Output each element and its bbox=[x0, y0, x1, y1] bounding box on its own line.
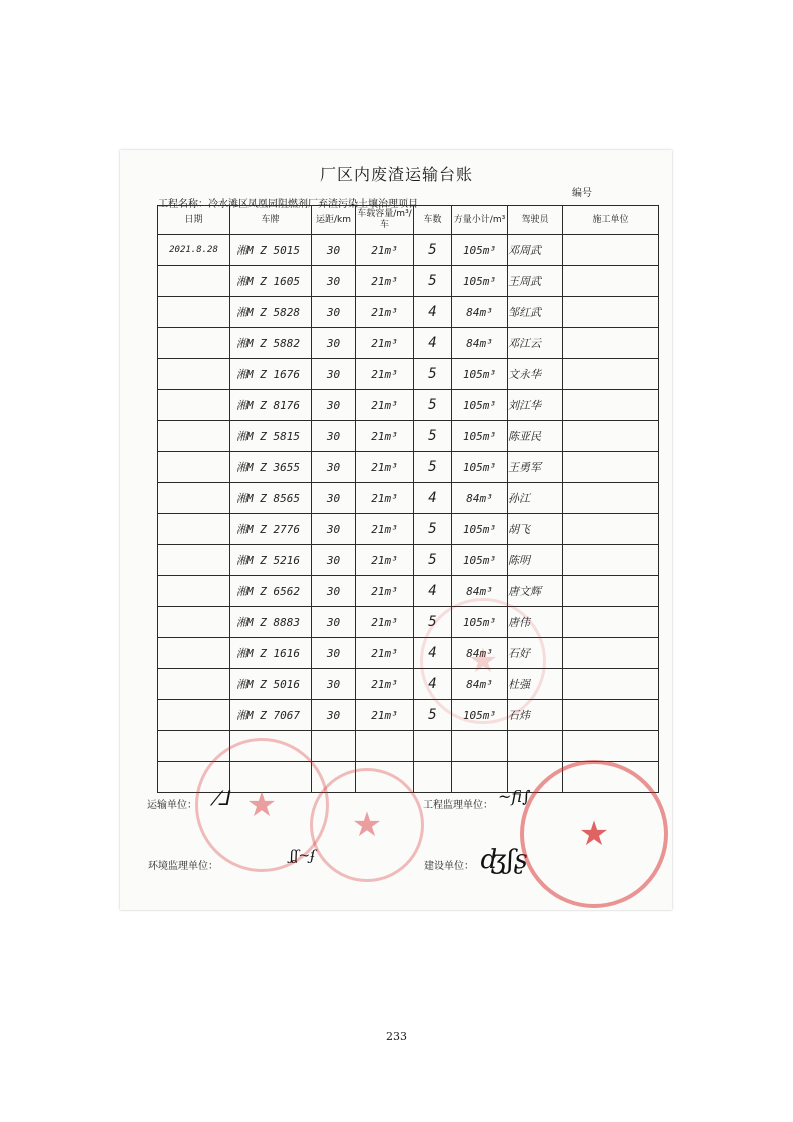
table-row bbox=[158, 235, 659, 266]
supervision-unit-label: 工程监理单位： bbox=[423, 800, 493, 811]
row-trips bbox=[414, 731, 452, 762]
row-distance: 30 bbox=[312, 328, 356, 359]
row-unit bbox=[563, 297, 659, 328]
row-volume: 105m³ bbox=[452, 545, 508, 576]
row-date: 2021.8.28 bbox=[158, 235, 230, 266]
row-volume bbox=[452, 731, 508, 762]
row-date bbox=[158, 545, 230, 576]
row-volume: 84m³ bbox=[452, 297, 508, 328]
faint-seal bbox=[420, 598, 546, 724]
row-date bbox=[158, 297, 230, 328]
table-row bbox=[158, 266, 659, 297]
row-driver: 陈明 bbox=[508, 545, 563, 576]
row-unit bbox=[563, 576, 659, 607]
row-plate: 湘M Z 5016 bbox=[230, 669, 312, 700]
row-distance: 30 bbox=[312, 669, 356, 700]
row-capacity: 21m³ bbox=[356, 483, 414, 514]
row-unit bbox=[563, 638, 659, 669]
row-unit bbox=[563, 669, 659, 700]
row-trips: 4 bbox=[414, 483, 452, 514]
row-plate: 湘M Z 5216 bbox=[230, 545, 312, 576]
row-distance: 30 bbox=[312, 266, 356, 297]
row-unit bbox=[563, 514, 659, 545]
row-volume: 105m³ bbox=[452, 607, 508, 638]
col-capacity: 车载容量/m³/车 bbox=[356, 206, 414, 235]
row-date bbox=[158, 359, 230, 390]
environment-signature: ʃʆ~ʄ bbox=[290, 848, 316, 864]
row-trips: 5 bbox=[414, 545, 452, 576]
environment-supervision-seal bbox=[310, 768, 424, 882]
row-plate: 湘M Z 8565 bbox=[230, 483, 312, 514]
row-driver: 唐伟 bbox=[508, 607, 563, 638]
row-volume: 84m³ bbox=[452, 328, 508, 359]
row-date bbox=[158, 576, 230, 607]
row-volume: 105m³ bbox=[452, 390, 508, 421]
environment-unit-label: 环境监理单位： bbox=[148, 861, 218, 872]
row-trips: 5 bbox=[414, 452, 452, 483]
row-volume: 105m³ bbox=[452, 266, 508, 297]
row-distance: 30 bbox=[312, 297, 356, 328]
row-unit bbox=[563, 421, 659, 452]
row-trips: 5 bbox=[414, 359, 452, 390]
table-row bbox=[158, 700, 659, 731]
row-distance: 30 bbox=[312, 576, 356, 607]
row-plate: 湘M Z 1676 bbox=[230, 359, 312, 390]
row-distance bbox=[312, 731, 356, 762]
row-driver: 王勇军 bbox=[508, 452, 563, 483]
row-distance: 30 bbox=[312, 607, 356, 638]
row-driver: 邓江云 bbox=[508, 328, 563, 359]
row-capacity: 21m³ bbox=[356, 452, 414, 483]
row-date bbox=[158, 266, 230, 297]
table-header-row bbox=[158, 206, 659, 235]
row-distance: 30 bbox=[312, 700, 356, 731]
row-volume: 84m³ bbox=[452, 576, 508, 607]
row-date bbox=[158, 421, 230, 452]
col-plate: 车牌 bbox=[230, 206, 312, 235]
row-driver: 邹红武 bbox=[508, 297, 563, 328]
row-distance: 30 bbox=[312, 545, 356, 576]
row-trips: 5 bbox=[414, 266, 452, 297]
table-row bbox=[158, 483, 659, 514]
row-plate: 湘M Z 7067 bbox=[230, 700, 312, 731]
row-plate: 湘M Z 5015 bbox=[230, 235, 312, 266]
row-capacity: 21m³ bbox=[356, 328, 414, 359]
table-row bbox=[158, 359, 659, 390]
row-capacity: 21m³ bbox=[356, 576, 414, 607]
row-unit bbox=[563, 700, 659, 731]
row-volume: 105m³ bbox=[452, 235, 508, 266]
row-unit bbox=[563, 390, 659, 421]
row-distance: 30 bbox=[312, 421, 356, 452]
row-volume: 105m³ bbox=[452, 452, 508, 483]
col-distance: 运距/km bbox=[312, 206, 356, 235]
row-date bbox=[158, 669, 230, 700]
row-distance: 30 bbox=[312, 359, 356, 390]
row-volume: 105m³ bbox=[452, 700, 508, 731]
col-driver: 驾驶员 bbox=[508, 206, 563, 235]
row-unit bbox=[563, 266, 659, 297]
row-trips: 4 bbox=[414, 576, 452, 607]
row-plate: 湘M Z 5815 bbox=[230, 421, 312, 452]
row-driver: 刘江华 bbox=[508, 390, 563, 421]
row-driver: 孙江 bbox=[508, 483, 563, 514]
row-date bbox=[158, 483, 230, 514]
table-row bbox=[158, 669, 659, 700]
row-capacity: 21m³ bbox=[356, 297, 414, 328]
row-driver: 邓周武 bbox=[508, 235, 563, 266]
row-plate: 湘M Z 2776 bbox=[230, 514, 312, 545]
row-volume: 105m³ bbox=[452, 359, 508, 390]
col-volume: 方量小计/m³ bbox=[452, 206, 508, 235]
row-trips: 4 bbox=[414, 297, 452, 328]
row-capacity: 21m³ bbox=[356, 514, 414, 545]
row-driver bbox=[508, 731, 563, 762]
construction-unit-seal bbox=[520, 760, 668, 908]
row-plate: 湘M Z 8176 bbox=[230, 390, 312, 421]
row-unit bbox=[563, 328, 659, 359]
row-trips: 4 bbox=[414, 638, 452, 669]
row-trips: 5 bbox=[414, 514, 452, 545]
table-row bbox=[158, 576, 659, 607]
row-driver: 文永华 bbox=[508, 359, 563, 390]
project-name: 工程名称：冷水滩区凤凰园阻燃剂厂弃渣污染土壤治理项目 bbox=[158, 199, 418, 210]
row-unit bbox=[563, 452, 659, 483]
row-trips: 5 bbox=[414, 390, 452, 421]
row-unit bbox=[563, 359, 659, 390]
row-volume: 84m³ bbox=[452, 669, 508, 700]
row-trips: 5 bbox=[414, 235, 452, 266]
transport-company-seal bbox=[195, 738, 329, 872]
row-date bbox=[158, 514, 230, 545]
transport-unit-label: 运输单位： bbox=[147, 800, 197, 811]
row-volume: 105m³ bbox=[452, 421, 508, 452]
row-distance: 30 bbox=[312, 483, 356, 514]
row-distance: 30 bbox=[312, 235, 356, 266]
row-trips: 5 bbox=[414, 421, 452, 452]
construction-signature: ʤʃʂ bbox=[480, 845, 528, 875]
row-date bbox=[158, 390, 230, 421]
row-trips: 5 bbox=[414, 700, 452, 731]
supervision-signature: ~ﬁ∫ bbox=[498, 787, 531, 806]
row-plate: 湘M Z 6562 bbox=[230, 576, 312, 607]
row-date bbox=[158, 607, 230, 638]
table-row bbox=[158, 638, 659, 669]
transport-signature: ⁄⅃ bbox=[215, 786, 230, 810]
construction-unit-label: 建设单位： bbox=[424, 861, 474, 872]
row-plate: 湘M Z 1605 bbox=[230, 266, 312, 297]
row-capacity: 21m³ bbox=[356, 638, 414, 669]
row-distance: 30 bbox=[312, 638, 356, 669]
page-title: 厂区内废渣运输台账 bbox=[319, 165, 473, 184]
row-unit bbox=[563, 545, 659, 576]
row-unit bbox=[563, 731, 659, 762]
row-volume: 105m³ bbox=[452, 514, 508, 545]
row-capacity: 21m³ bbox=[356, 390, 414, 421]
row-driver: 唐文辉 bbox=[508, 576, 563, 607]
table-row bbox=[158, 452, 659, 483]
row-volume: 84m³ bbox=[452, 483, 508, 514]
row-unit bbox=[563, 483, 659, 514]
row-distance: 30 bbox=[312, 452, 356, 483]
page-number: 233 bbox=[386, 1030, 407, 1043]
row-date bbox=[158, 328, 230, 359]
row-plate: 湘M Z 3655 bbox=[230, 452, 312, 483]
row-capacity: 21m³ bbox=[356, 235, 414, 266]
table-row bbox=[158, 514, 659, 545]
row-date bbox=[158, 638, 230, 669]
serial-label: 编号 bbox=[572, 188, 592, 199]
row-trips: 4 bbox=[414, 669, 452, 700]
row-trips: 5 bbox=[414, 607, 452, 638]
table-row bbox=[158, 607, 659, 638]
row-date bbox=[158, 700, 230, 731]
row-capacity: 21m³ bbox=[356, 607, 414, 638]
row-driver: 陈亚民 bbox=[508, 421, 563, 452]
row-driver: 王周武 bbox=[508, 266, 563, 297]
col-trips: 车数 bbox=[414, 206, 452, 235]
row-trips: 4 bbox=[414, 328, 452, 359]
ledger-table bbox=[157, 205, 659, 793]
row-driver: 杜强 bbox=[508, 669, 563, 700]
row-capacity: 21m³ bbox=[356, 545, 414, 576]
row-unit bbox=[563, 235, 659, 266]
row-trips bbox=[414, 762, 452, 793]
row-driver: 胡飞 bbox=[508, 514, 563, 545]
table-row bbox=[158, 328, 659, 359]
table-row bbox=[158, 390, 659, 421]
row-distance: 30 bbox=[312, 390, 356, 421]
row-capacity: 21m³ bbox=[356, 266, 414, 297]
row-date bbox=[158, 452, 230, 483]
table-row bbox=[158, 545, 659, 576]
row-capacity: 21m³ bbox=[356, 700, 414, 731]
col-unit: 施工单位 bbox=[563, 206, 659, 235]
row-plate: 湘M Z 1616 bbox=[230, 638, 312, 669]
col-date: 日期 bbox=[158, 206, 230, 235]
row-driver: 石炜 bbox=[508, 700, 563, 731]
row-driver: 石好 bbox=[508, 638, 563, 669]
row-capacity: 21m³ bbox=[356, 669, 414, 700]
row-capacity bbox=[356, 731, 414, 762]
row-volume: 84m³ bbox=[452, 638, 508, 669]
row-plate: 湘M Z 5882 bbox=[230, 328, 312, 359]
row-unit bbox=[563, 607, 659, 638]
row-capacity: 21m³ bbox=[356, 421, 414, 452]
row-distance: 30 bbox=[312, 514, 356, 545]
table-row bbox=[158, 421, 659, 452]
row-capacity: 21m³ bbox=[356, 359, 414, 390]
row-plate: 湘M Z 8883 bbox=[230, 607, 312, 638]
table-row bbox=[158, 297, 659, 328]
row-plate: 湘M Z 5828 bbox=[230, 297, 312, 328]
